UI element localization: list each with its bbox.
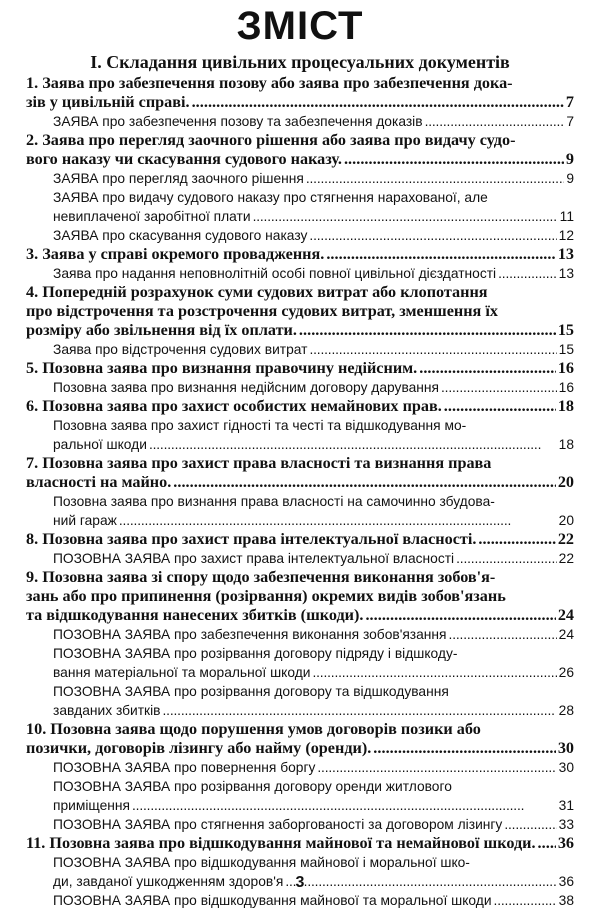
toc-page-number: 7 — [565, 93, 574, 111]
toc-page-number: 26 — [558, 665, 574, 680]
toc-page-number: 33 — [558, 817, 574, 832]
dot-leader — [192, 93, 564, 112]
toc-page-number: 11 — [559, 209, 574, 224]
toc-entry-line — [26, 796, 574, 815]
toc-section-line — [26, 739, 574, 758]
dot-leader — [119, 511, 557, 530]
toc-line-text: Позовна заява про визнання недійсним договору дарування — [53, 380, 440, 395]
dot-leader — [498, 264, 557, 283]
dot-leader — [441, 378, 557, 397]
toc-page-number: 13 — [557, 245, 574, 263]
toc-entry-line — [26, 701, 574, 720]
toc-line-text: Позовна заява про визнання права власності на самочинно збудова- — [53, 494, 495, 509]
toc-section-line — [26, 473, 574, 492]
toc-section-line — [26, 283, 574, 302]
toc-entry-line — [26, 891, 574, 910]
toc-page-number: 18 — [557, 397, 574, 415]
toc-line-text: 10. Позовна заява щодо порушення умов договорів позики або — [26, 720, 481, 738]
dot-leader — [456, 549, 557, 568]
dot-leader — [538, 834, 556, 853]
toc-section-line — [26, 321, 574, 340]
toc-line-text: вання матеріальної та моральної шкоди — [53, 665, 311, 680]
toc-line-text: ПОЗОВНА ЗАЯВА про розірвання договору та відшкодування — [53, 684, 449, 699]
toc-section-line — [26, 359, 574, 378]
dot-leader — [306, 169, 564, 188]
toc-page-number: 12 — [558, 228, 574, 243]
dot-leader — [312, 663, 556, 682]
toc-line-text: та відшкодування нанесених збитків (шкоди). — [26, 606, 364, 624]
toc-line-text: невиплаченої заробітної плати — [53, 209, 251, 224]
dot-leader — [317, 758, 556, 777]
dot-leader — [344, 150, 564, 169]
toc-line-text: ПОЗОВНА ЗАЯВА про захист права інтелектуальної власності — [53, 551, 455, 566]
toc-line-text: ЗАЯВА про видачу судового наказу про стягнення нарахованої, але — [53, 190, 488, 205]
toc-page-number: 24 — [557, 606, 574, 624]
page-number: 3 — [295, 874, 305, 891]
dot-leader — [309, 226, 556, 245]
toc-page-number: 22 — [557, 530, 574, 548]
dot-leader — [444, 397, 556, 416]
dot-leader — [253, 207, 558, 226]
toc-line-text: 1. Заява про забезпечення позову або заява про забезпечення дока- — [26, 74, 513, 92]
toc-page-number: 36 — [558, 874, 574, 889]
toc-line-text: Заява про відстрочення судових витрат — [53, 342, 308, 357]
toc-entry-line — [26, 264, 574, 283]
toc-entry-line — [26, 378, 574, 397]
dot-leader — [173, 473, 556, 492]
toc-line-text: вого наказу чи скасування судового наказу. — [26, 150, 342, 168]
toc-page-number: 20 — [557, 473, 574, 491]
dot-leader — [425, 112, 565, 131]
toc-line-text: ПОЗОВНА ЗАЯВА про розірвання договору підряду і відшкоду- — [53, 646, 458, 661]
toc-entry-line — [26, 511, 574, 530]
toc-line-text: ПОЗОВНА ЗАЯВА про розірвання договору оренди житлового — [53, 779, 452, 794]
toc-line-text: ПОЗОВНА ЗАЯВА про стягнення заборгованості за договором лізингу — [53, 817, 503, 832]
toc-entry-line — [26, 758, 574, 777]
dot-leader — [299, 321, 556, 340]
toc-section-line — [26, 568, 574, 587]
toc-page-number: 20 — [558, 513, 574, 528]
toc-entry-line — [26, 416, 574, 435]
toc-entry-line — [26, 226, 574, 245]
toc-line-text: 9. Позовна заява зі спору щодо забезпечення виконання зобов'я- — [26, 568, 496, 586]
dot-leader — [149, 435, 557, 454]
toc-line-text: ПОЗОВНА ЗАЯВА про відшкодування майнової та моральної шкоди — [53, 893, 492, 908]
toc-line-text: ЗАЯВА про забезпечення позову та забезпечення доказів — [53, 114, 423, 129]
toc-line-text: зань або про припинення (розірвання) окремих видів зобов'язань — [26, 587, 506, 605]
dot-leader — [449, 625, 557, 644]
toc-section-line — [26, 131, 574, 150]
section-heading: І. Складання цивільних процесуальних документів — [90, 52, 510, 72]
toc-line-text: 2. Заява про перегляд заочного рішення або заява про видачу судо- — [26, 131, 516, 149]
toc-line-text: приміщення — [53, 798, 130, 813]
toc-page-number: 15 — [558, 342, 574, 357]
toc-line-text: 4. Попередній розрахунок суми судових витрат або клопотання — [26, 283, 488, 301]
toc-line-text: позички, договорів лізингу або найму (оренди). — [26, 739, 372, 757]
toc-page-number: 30 — [558, 760, 574, 775]
toc-line-text: Заява про надання неповнолітній особі повної цивільної дієздатності — [53, 266, 497, 281]
toc-section-line — [26, 302, 574, 321]
toc-page-number: 38 — [558, 893, 574, 908]
toc-line-text: 7. Позовна заява про захист права власності та визнання права — [26, 454, 492, 472]
toc-line-text: про відстрочення та розстрочення судових витрат, зменшення їх — [26, 302, 498, 320]
toc-section-line — [26, 834, 574, 853]
toc-line-text: зів у цивільній справі. — [26, 93, 190, 111]
dot-leader — [478, 530, 555, 549]
toc-section-line — [26, 720, 574, 739]
dot-leader — [309, 340, 556, 359]
toc-page-number: 30 — [557, 739, 574, 757]
toc-page-number: 31 — [558, 798, 574, 813]
toc-line-text: ЗАЯВА про скасування судового наказу — [53, 228, 308, 243]
page-title: ЗМІСТ — [236, 4, 364, 48]
toc-line-text: ЗАЯВА про перегляд заочного рішення — [53, 171, 304, 186]
toc-section-line — [26, 530, 574, 549]
toc-entry-line — [26, 682, 574, 701]
toc-line-text: розміру або звільнення від їх оплати. — [26, 321, 297, 339]
dot-leader — [419, 359, 556, 378]
dot-leader — [163, 701, 557, 720]
toc-section-line — [26, 397, 574, 416]
dot-leader — [494, 891, 557, 910]
toc-page-number: 7 — [566, 114, 574, 129]
toc-page-number: 36 — [557, 834, 574, 852]
toc-page-number: 22 — [558, 551, 574, 566]
toc-line-text: ПОЗОВНА ЗАЯВА про відшкодування майнової і моральної шко- — [53, 855, 470, 870]
toc-entry-line — [26, 112, 574, 131]
dot-leader — [132, 796, 557, 815]
toc-line-text: ПОЗОВНА ЗАЯВА про забезпечення виконання зобов'язання — [53, 627, 447, 642]
toc-line-text: 3. Заява у справі окремого провадження. — [26, 245, 325, 263]
dot-leader — [373, 739, 556, 758]
toc-line-text: 5. Позовна заява про визнання правочину недійсним. — [26, 359, 418, 377]
toc-page-number: 16 — [557, 359, 574, 377]
toc-line-text: ПОЗОВНА ЗАЯВА про повернення боргу — [53, 760, 316, 775]
toc-section-line — [26, 245, 574, 264]
toc-page-number: 9 — [565, 150, 574, 168]
toc-entry-line — [26, 340, 574, 359]
toc-page-number: 13 — [558, 266, 574, 281]
toc-entry-line — [26, 777, 574, 796]
toc-entry-line — [26, 815, 574, 834]
toc-line-text: ральної шкоди — [53, 437, 147, 452]
toc-line-text: ний гараж — [53, 513, 117, 528]
toc-section-line — [26, 150, 574, 169]
toc-entry-line — [26, 625, 574, 644]
toc-line-text: 6. Позовна заява про захист особистих немайнових прав. — [26, 397, 442, 415]
toc-page-number: 9 — [566, 171, 574, 186]
toc-entry-line — [26, 169, 574, 188]
toc-line-text: ди, завданої ушкодженням здоров'я — [53, 874, 284, 889]
toc-entry-line — [26, 188, 574, 207]
toc-entry-line — [26, 207, 574, 226]
toc-entry-line — [26, 853, 574, 872]
table-of-contents — [26, 74, 574, 910]
toc-page-number: 28 — [558, 703, 574, 718]
toc-line-text: 11. Позовна заява про відшкодування майнової та немайнової шкоди. — [26, 834, 536, 852]
toc-page-number: 15 — [557, 321, 574, 339]
toc-section-line — [26, 454, 574, 473]
toc-entry-line — [26, 663, 574, 682]
toc-line-text: Позовна заява про захист гідності та честі та відшкодування мо- — [53, 418, 467, 433]
toc-page-number: 24 — [558, 627, 574, 642]
toc-section-line — [26, 74, 574, 93]
toc-entry-line — [26, 435, 574, 454]
dot-leader — [365, 606, 555, 625]
toc-entry-line — [26, 492, 574, 511]
toc-section-line — [26, 587, 574, 606]
toc-line-text: завданих збитків — [53, 703, 161, 718]
toc-line-text: власності на майно. — [26, 473, 172, 491]
toc-section-line — [26, 606, 574, 625]
toc-line-text: 8. Позовна заява про захист права інтелектуальної власності. — [26, 530, 477, 548]
toc-entry-line — [26, 644, 574, 663]
dot-leader — [504, 815, 556, 834]
toc-page-number: 18 — [558, 437, 574, 452]
toc-entry-line — [26, 549, 574, 568]
toc-section-line — [26, 93, 574, 112]
toc-page-number: 16 — [558, 380, 574, 395]
dot-leader — [326, 245, 555, 264]
